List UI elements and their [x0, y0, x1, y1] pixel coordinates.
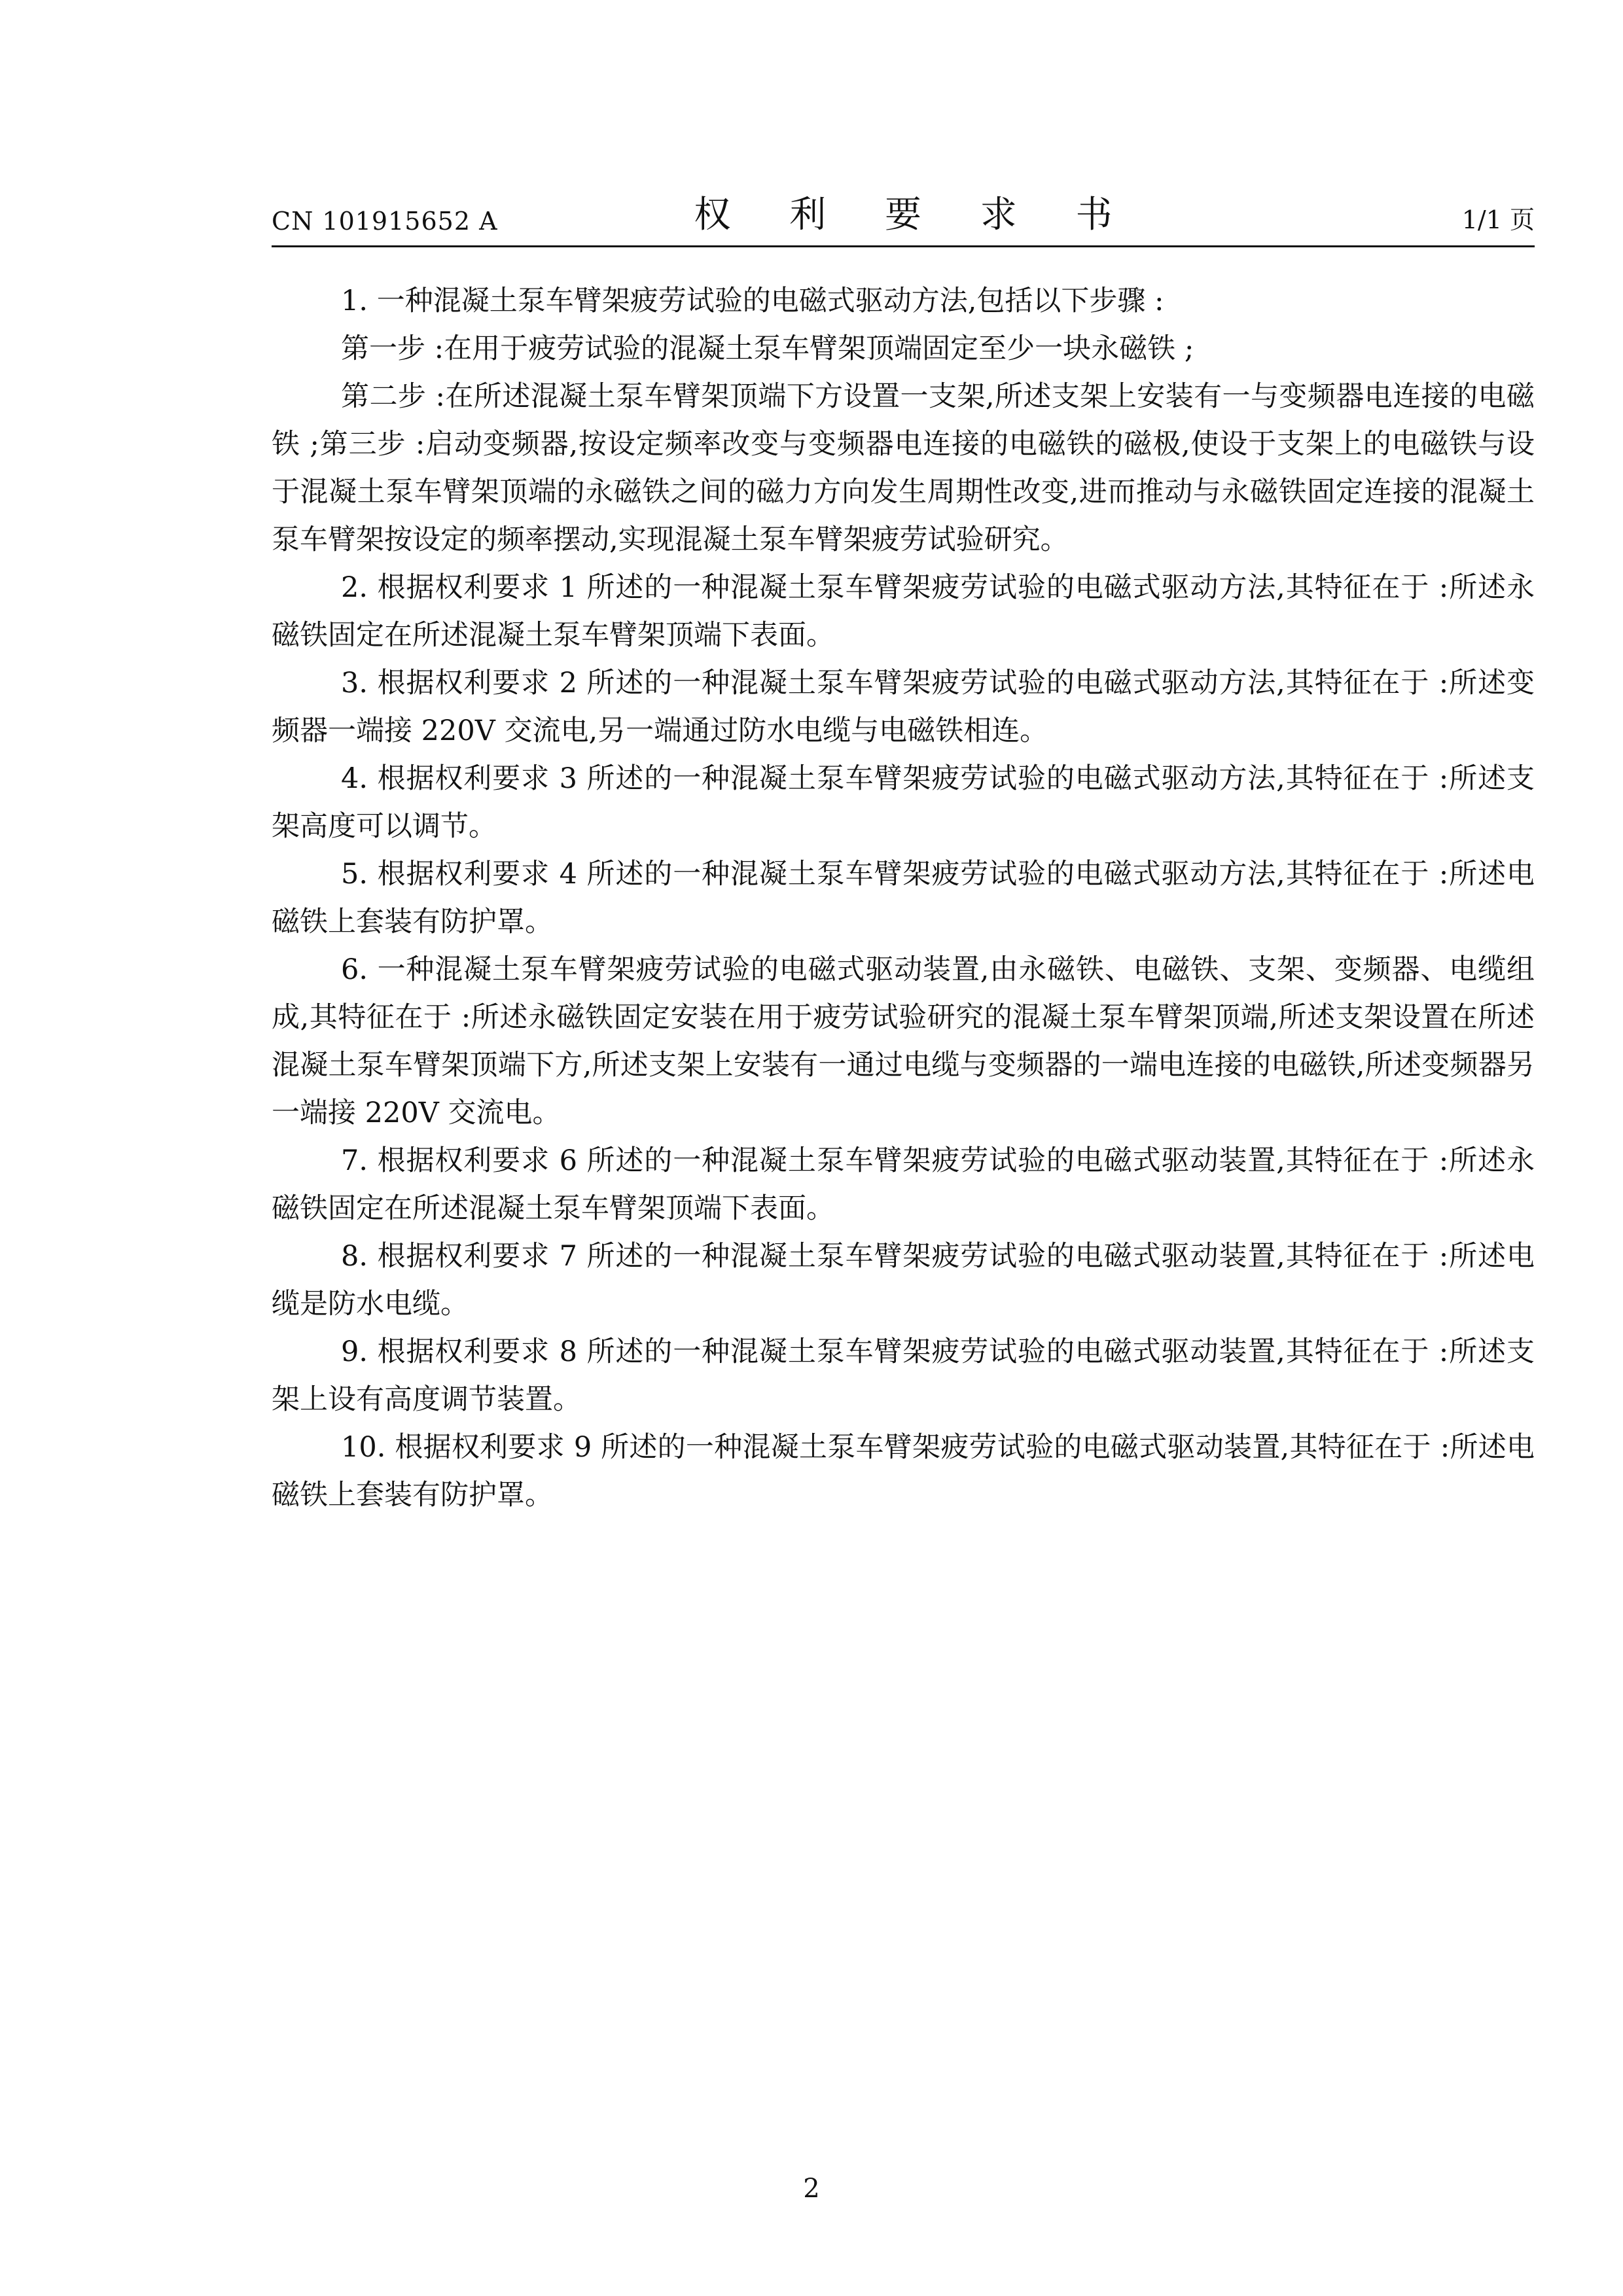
claim-8: 8. 根据权利要求 7 所述的一种混凝土泵车臂架疲劳试验的电磁式驱动装置,其特征在于 :所述电缆是防水电缆。 [272, 1240, 1535, 1320]
page-number: 2 [803, 2174, 820, 2204]
claim-9: 9. 根据权利要求 8 所述的一种混凝土泵车臂架疲劳试验的电磁式驱动装置,其特征在于 :所述支架上设有高度调节装置。 [272, 1335, 1535, 1416]
page-indicator: 1/1 页 [1461, 205, 1535, 234]
claim-5: 5. 根据权利要求 4 所述的一种混凝土泵车臂架疲劳试验的电磁式驱动方法,其特征在于 :所述电磁铁上套装有防护罩。 [272, 858, 1535, 938]
claim-1-step-1: 第一步 :在用于疲劳试验的混凝土泵车臂架顶端固定至少一块永磁铁 ; [341, 332, 1194, 365]
document-number: CN 101915652 A [272, 207, 498, 236]
claims-body [272, 277, 1535, 1519]
claim-2: 2. 根据权利要求 1 所述的一种混凝土泵车臂架疲劳试验的电磁式驱动方法,其特征在于 :所述永磁铁固定在所述混凝土泵车臂架顶端下表面。 [272, 571, 1535, 652]
claim-10: 10. 根据权利要求 9 所述的一种混凝土泵车臂架疲劳试验的电磁式驱动装置,其特征在于 :所述电磁铁上套装有防护罩。 [272, 1431, 1535, 1511]
claim-1: 1. 一种混凝土泵车臂架疲劳试验的电磁式驱动方法,包括以下步骤 : [341, 285, 1164, 317]
page-header [272, 190, 1535, 242]
claim-7: 7. 根据权利要求 6 所述的一种混凝土泵车臂架疲劳试验的电磁式驱动装置,其特征在于 :所述永磁铁固定在所述混凝土泵车臂架顶端下表面。 [272, 1144, 1535, 1225]
document-title: 权 利 要 求 书 [694, 194, 1136, 236]
claim-6: 6. 一种混凝土泵车臂架疲劳试验的电磁式驱动装置,由永磁铁、电磁铁、支架、变频器、电缆组成,其特征在于 :所述永磁铁固定安装在用于疲劳试验研究的混凝土泵车臂架顶端,所述支架设置在所述混凝土泵车臂架顶端下方,所述支架上安装有一通过电缆与变频器的一端电连接的电磁铁,所述变频器另一端接 220V 交流电。 [272, 953, 1535, 1129]
claim-1-step-2-3: 第二步 :在所述混凝土泵车臂架顶端下方设置一支架,所述支架上安装有一与变频器电连接的电磁铁 ;第三步 :启动变频器,按设定频率改变与变频器电连接的电磁铁的磁极,使设于支架上的电磁铁与设于混凝土泵车臂架顶端的永磁铁之间的磁力方向发生周期性改变,进而推动与永磁铁固定连接的混凝土泵车臂架按设定的频率摆动,实现混凝土泵车臂架疲劳试验研究。 [272, 380, 1535, 556]
claim-3: 3. 根据权利要求 2 所述的一种混凝土泵车臂架疲劳试验的电磁式驱动方法,其特征在于 :所述变频器一端接 220V 交流电,另一端通过防水电缆与电磁铁相连。 [272, 667, 1535, 747]
header-rule [272, 245, 1535, 247]
claim-4: 4. 根据权利要求 3 所述的一种混凝土泵车臂架疲劳试验的电磁式驱动方法,其特征在于 :所述支架高度可以调节。 [272, 762, 1535, 843]
